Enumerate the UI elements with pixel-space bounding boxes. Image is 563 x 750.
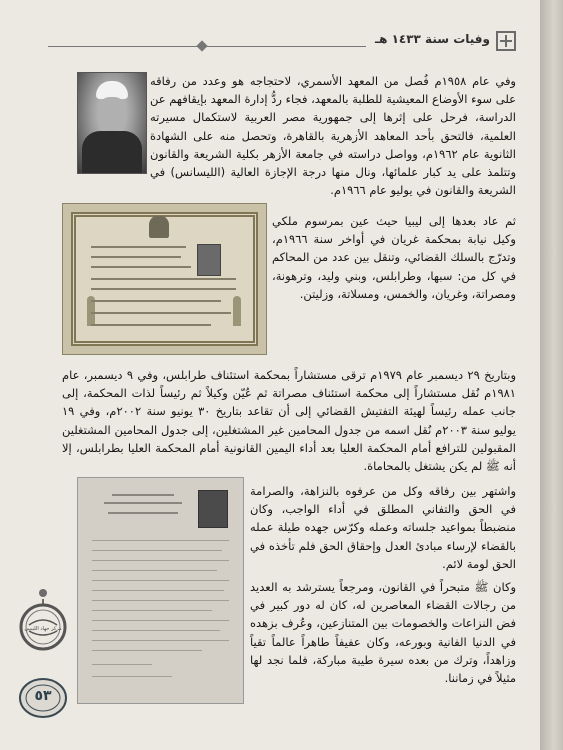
- certificate-document-image: [77, 477, 244, 704]
- page-number: ٥٣: [34, 688, 52, 704]
- header-ornament-icon: [496, 31, 516, 51]
- portrait-photo: [77, 72, 147, 174]
- page-number-medallion: [18, 676, 68, 720]
- paragraph-4: واشتهر بين رفاقه وكل من عرفوه بالنزاهة، والصرامة في الحق والتفاني المطلق في أداء الواجب، وكان منضبطاً بمواعيد جلساته وعمله وكرّس جهده طيلة عمله بالقضاء لإرساء مبادئ العدل وإحقاق الحق فلم تأخذه في الحق لومة لائم.: [250, 484, 516, 571]
- ornamental-seal-icon: [15, 585, 71, 655]
- paragraph-5: وكان ﷺ متبحراً في القانون، ومرجعاً يسترشد به العديد من رجالات القضاء المعاصرين له، كان له دور كبير في فض النزاعات والخصومات بين المتنازعين، وعُرف بزهده في الدنيا الفانية وبورعه، وكان عفيفاً طاهراً عالماً تقياً وزاهداً، وترك من بعده سيرة طيبة مباركة، فلما نجد لها مثيلاً في زماننا.: [250, 580, 516, 686]
- page-header: [48, 30, 516, 54]
- diamond-ornament-icon: [196, 40, 207, 51]
- paragraph-2: ثم عاد بعدها إلى ليبيا حيث عين بمرسوم ملكي وكيل نيابة بمحكمة غريان في أواخر سنة ١٩٦٦م، وتدرّج بالسلك القضائي، وتنقل بين عدد من المحاكم في كل من: سبها، وطرابلس، وبني وليد، وترهونة، ومصراتة، وغريان، والخمس، ومسلاتة، وزليتن.: [272, 214, 516, 301]
- diploma-certificate-image: [62, 203, 267, 355]
- seal-text: مركز جهاد الليبيين: [24, 626, 62, 632]
- running-title: وفيات سنة ١٤٣٣ هـ: [374, 32, 490, 46]
- adjacent-page-edge: [540, 0, 563, 750]
- paragraph-1: وفي عام ١٩٥٨م فُصل من المعهد الأسمري، لاحتجاجه هو وعدد من رفاقه على سوء الأوضاع المعيشية للطلبة بالمعهد، فجاء ردُّ إدارة المعهد بإيقافهم عن الدراسة، فرحل على إثرها إلى جمهورية مصر العربية لاستكمال مسيرته العلمية، فالتحق بأحد المعاهد الأزهرية بالقاهرة، وتحصل منه على الشهادة الثانوية عام ١٩٦٢م، وواصل دراسته في جامعة الأزهر بكلية الشريعة والقانون وتتلمذ على يد كبار علمائها، ونال منها درجة الإجازة العالية (الليسانس) في الشريعة والقانون في يوليو عام ١٩٦٦م.: [150, 74, 516, 198]
- paragraph-3: وبتاريخ ٢٩ ديسمبر عام ١٩٧٩م ترقى مستشاراً بمحكمة استئناف طرابلس، وفي ٩ ديسمبر، عام ١٩٨١م نُقل مستشاراً إلى محكمة استئناف مصراتة ثم عُيّن وكيلاً ثم رئيساً لذات المحكمة، إلى جانب عمله رئيساً لهيئة التفتيش القضائي إلى أن تقاعد بتاريخ ٣٠ يونيو سنة ٢٠٠٢م، وفي ١٩ يوليو سنة ٢٠٠٣م نُقل اسمه من جدول المحامين غير المشتغلين، إلى جدول المحامين المشتغلين المقبولين للترافع أمام المحكمة العليا بعد أداء اليمين القانونية أمام المحكمة العليا بطرابلس، إلا أنه ﷺ لم يكن يشتغل بالمحاماة.: [62, 368, 517, 474]
